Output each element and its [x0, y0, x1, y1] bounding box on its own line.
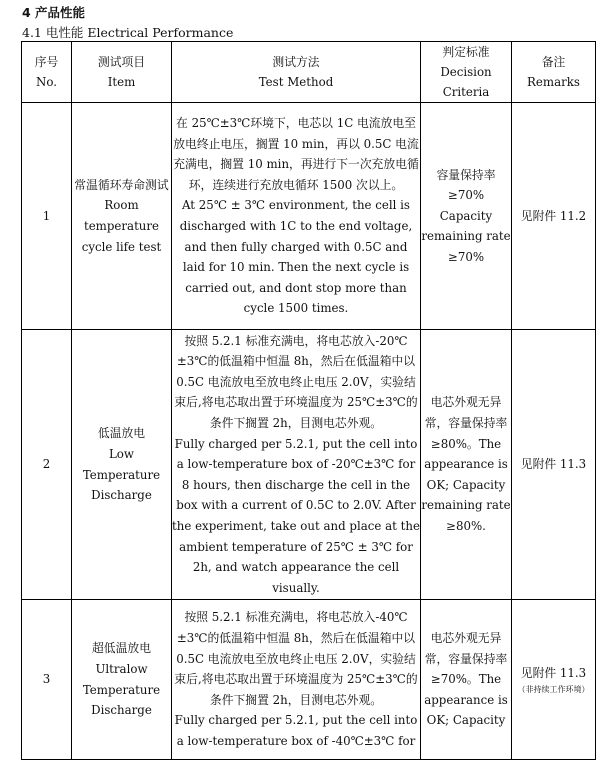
cell-criteria: 电芯外观无异常，容量保持率≥70%。The appearance is OK; Capacity — [421, 600, 512, 760]
remarks-note: （非持续工作环境） — [517, 684, 590, 694]
method-text-en: Fully charged per 5.2.1, put the cell into a low-temperature box of -40℃±3℃ for — [174, 713, 418, 748]
method-text-cn: 按照 5.2.1 标准充满电，将电芯放入-40℃±3℃的低温箱中恒温 8h，然后在低温箱中以0.5C 电流放电至放电终止电压 2.0V，实验结束后,将电芯取出置于环境温度为 25℃±3℃的条件下搁置 2h，目测电芯外观。 — [174, 610, 418, 707]
table-row — [22, 330, 596, 600]
header-remarks: 备注 Remarks — [512, 42, 596, 103]
section-title: 4 产品性能 — [22, 5, 86, 20]
cell-item: 低温放电 Low Temperature Discharge — [72, 330, 172, 600]
cell-item: 常温循环寿命测试 Room temperature cycle life test — [72, 103, 172, 330]
cell-item: 超低温放电 Ultralow Temperature Discharge — [72, 600, 172, 760]
electrical-performance-table — [21, 41, 596, 760]
cell-no: 2 — [22, 330, 72, 600]
cell-method — [172, 330, 421, 600]
cell-criteria: 容量保持率≥70% Capacity remaining rate ≥70% — [421, 103, 512, 330]
method-text-en: Fully charged per 5.2.1, put the cell into a low-temperature box of -20℃±3℃ for 8 hours, then discharge the cell in the box with a current of 0.5C to 2.0V. After the experiment, take out and place at the ambient temperature of 25℃ ± 3℃ for 2h, and watch appearance the cell visually. — [172, 436, 420, 595]
table-header-row — [22, 42, 596, 103]
table-row — [22, 600, 596, 760]
method-text-cn: 在 25℃±3℃环境下，电芯以 1C 电流放电至放电终止电压，搁置 10 min，再以 0.5C 电流充满电，搁置 10 min，再进行下一次充放电循环，连续进行充放电循环 1500 次以上。 — [173, 116, 419, 192]
method-text-cn: 按照 5.2.1 标准充满电，将电芯放入-20℃±3℃的低温箱中恒温 8h，然后在低温箱中以0.5C 电流放电至放电终止电压 2.0V，实验结束后,将电芯取出置于环境温度为 25℃±3℃的条件下搁置 2h，目测电芯外观。 — [174, 333, 418, 431]
cell-remarks: 见附件 11.3 （非持续工作环境） — [512, 600, 596, 760]
header-no: 序号 No. — [22, 42, 72, 103]
cell-remarks: 见附件 11.3 — [512, 330, 596, 600]
header-criteria: 判定标准 Decision Criteria — [421, 42, 512, 103]
cell-criteria: 电芯外观无异常，容量保持率≥80%。The appearance is OK; Capacity remaining rate ≥80%. — [421, 330, 512, 600]
subsection-title: 4.1 电性能 Electrical Performance — [22, 25, 234, 40]
cell-method — [172, 600, 421, 760]
cell-remarks: 见附件 11.2 — [512, 103, 596, 330]
cell-no: 3 — [22, 600, 72, 760]
cell-method — [172, 103, 421, 330]
header-method: 测试方法 Test Method — [172, 42, 421, 103]
table-row — [22, 103, 596, 330]
method-text-en: At 25℃ ± 3℃ environment, the cell is discharged with 1C to the end voltage, and then fully charged with 0.5C and laid for 10 min. Then the next cycle is carried out, and dont stop more than cycle 1500 times. — [179, 198, 413, 316]
header-item: 测试项目 Item — [72, 42, 172, 103]
cell-no: 1 — [22, 103, 72, 330]
